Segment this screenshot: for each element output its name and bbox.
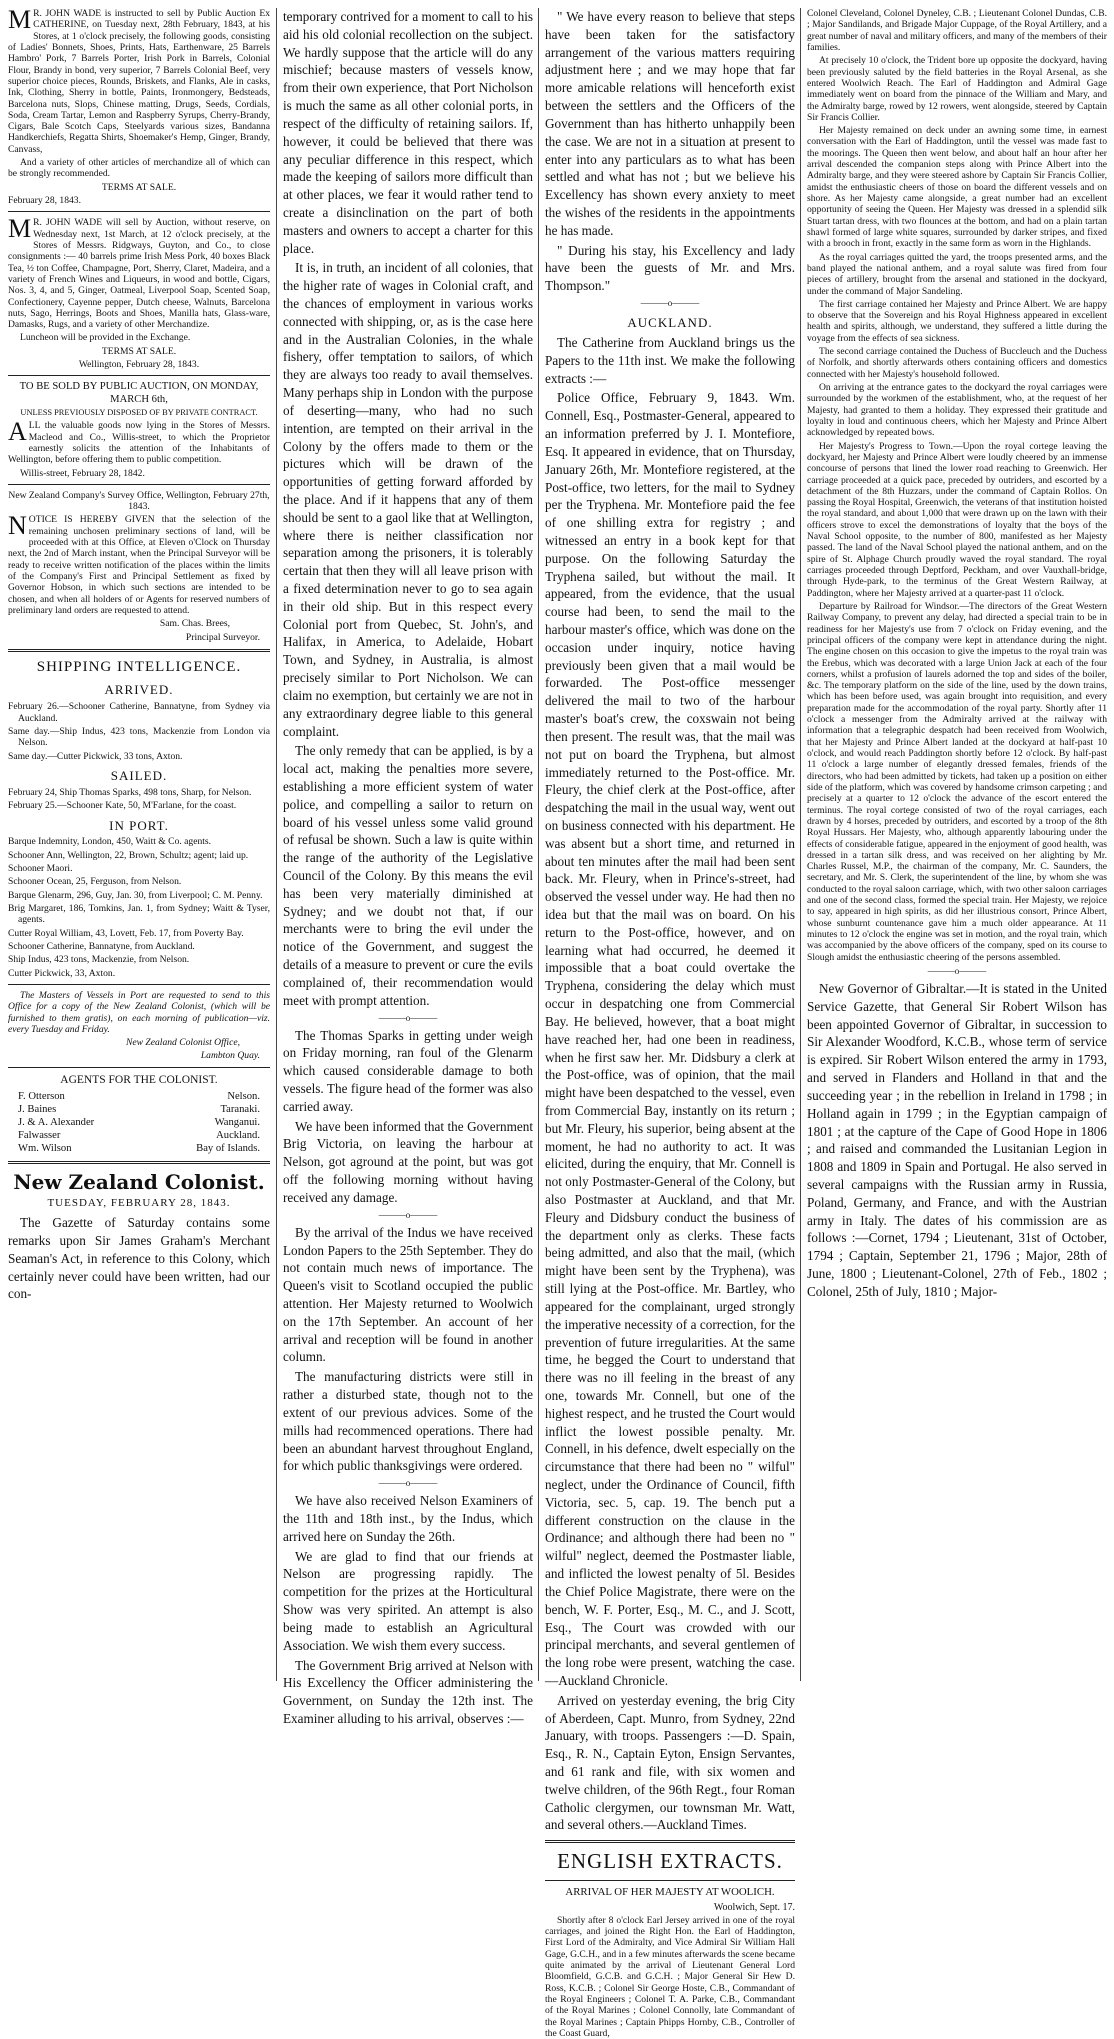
arrived-entry: Same day.—Ship Indus, 423 tons, Mackenzie from London via Nelson.: [8, 725, 270, 749]
masters-notice-sig-1: New Zealand Colonist Office,: [125, 1037, 240, 1049]
in-port-entry: Schooner Ocean, 25, Ferguson, from Nelson.: [8, 876, 182, 888]
in-port-entry: Schooner Maori.: [8, 863, 73, 875]
masters-notice: The Masters of Vessels in Port are requested to send to this Office for a copy of the New Zealand Colonist, (which will be furnished to them gratis), on each morning of publication—viz. every Tuesday and Friday.: [8, 989, 270, 1035]
arrival-continued: Colonel Cleveland, Colonel Dyneley, C.B. ; Lieutenant Colonel Dundas, C.B. ; Major Sandilands, and Brigade Major Cuppage, of the Royal Artillery, and a great number of naval and military officers, and many of the members of their families.: [807, 8, 1107, 53]
surveyor-signature: Sam. Chas. Brees,: [159, 618, 230, 630]
column-3: [538, 8, 801, 2039]
arrival-heading: ARRIVAL OF HER MAJESTY AT WOOLICH.: [565, 1886, 775, 1899]
arrived-entry: Same day.—Cutter Pickwick, 33 tons, Axton.: [8, 750, 183, 762]
sailed-entry: February 24, Ship Thomas Sparks, 498 tons, Sharp, for Nelson.: [8, 786, 252, 798]
sailed-list: [8, 787, 270, 812]
agent-name: F. Otterson: [18, 1090, 65, 1102]
divider: [8, 484, 270, 485]
survey-office-dateline: New Zealand Company's Survey Office, Wellington, February 27th, 1843.: [8, 489, 270, 513]
auction-ad-catherine: MR. JOHN WADE is instructed to sell by Public Auction Ex CATHERINE, on Tuesday next, 28th February, 1843, at his Stores, at 1 o'clock precisely, the following goods, consisting of Ladies' Bonnets, Shoes, Prints, Hats, Earthenware, 25 Barrels Hambro' Pork, 7 Barrels Porter, Irish Pork in Barrels, Colonial Flour, Brandy in bond, very superior, 7 Barrels Colonial Beef, very superior choice pieces, Rounds, Briskets, and Flanks, Ale in casks, Ink, Clothing, Sherry in bottle, Paints, Ironmongery, Bedsteads, Barcelona nuts, Slops, Chinese matting, Drugs, Seeds, Cordials, Soda, Cream Tartar, Lemon and Raspberry Syrups, Cherry-Brandy, Cigars, Bale Scotch Caps, Steelyards various sizes, Bandanna Handkerchiefs, Regatta Shirts, Shoemaker's Hemp, Ginger, Brandy, Canvass,: [8, 5, 270, 155]
auction-date-2: Wellington, February 28, 1843.: [78, 359, 200, 371]
agent-row: [8, 1116, 270, 1129]
separator: ———o———: [378, 1012, 438, 1023]
sailed-entry: February 25.—Schooner Kate, 50, M'Farlane, for the coast.: [8, 800, 237, 812]
auction-date: February 28, 1843.: [8, 195, 82, 206]
masters-notice-sig-2: Lambton Quay.: [200, 1050, 260, 1062]
arrival-text: Shortly after 8 o'clock Earl Jersey arrived in one of the royal carriages, and joined the Right Hon. the Earl of Haddington, First Lord of the Admiralty, and Vice Admiral Sir William Hall Gage, G.C.H., and in a few minutes afterwards the scene became quite animated by the arrival of Lieutenant General Lord Bloomfield, G.C.B. and G.C.H. ; Major General Sir Hew D. Ross, K.C.B. ; Colonel Sir George Hoste, C.B., Commandant of the Royal Engineers ; Colonel T. A. Parke, C.B., Commandant of the Royal Marines ; Colonel Connolly, late Commandant of the Royal Marines ; Captain Phipps Hornby, C.B., Controller of the Coast Guard,: [545, 1914, 795, 2039]
victoria-item: We have been informed that the Government Brig Victoria, on leaving the harbour at Nelson, got aground at the point, but was got off the following morning without having received any damage.: [283, 1118, 533, 1205]
in-port-heading: IN PORT.: [109, 817, 169, 833]
arrived-entry: February 26.—Schooner Catherine, Bannatyne, from Sydney via Auckland.: [8, 701, 270, 724]
issue-dateline: TUESDAY, FEBRUARY 28, 1843.: [47, 1196, 231, 1209]
surveyor-title: Principal Surveyor.: [185, 631, 260, 643]
trident-item: At precisely 10 o'clock, the Trident bore up opposite the dockyard, having been previously saluted by the field batteries in the Royal Arsenal, as she entered Woolwich Reach. The Earl of Haddington and Admiral Gage immediately went on board from the pinnace of the William and Mary, and the Admiralty barge, rowed by 12 rowers, went alongside, steered by Captain Sir Francis Collier.: [807, 55, 1107, 123]
divider-heavy: [8, 1161, 270, 1164]
first-carriage-item: The first carriage contained her Majesty and Prince Albert. We are happy to observe that the Sovereign and his Royal Highness appeared in excellent health and spirits, although, we understand, they suffered a little during the voyage from the effects of sea sickness.: [807, 298, 1107, 344]
auckland-heading: AUCKLAND.: [627, 315, 713, 331]
agent-name: J. Baines: [18, 1103, 57, 1115]
agent-place: Auckland.: [216, 1129, 260, 1141]
separator: ———o———: [640, 298, 700, 308]
gibraltar-governor-item: New Governor of Gibraltar.—It is stated in the United Service Gazette, that General Sir Robert Wilson has been appointed Governor of Gibraltar, in succession to Sir Alexander Woodford, K.C.B., whose term of service is expired. Sir Robert Wilson entered the army in 1793, and served in Flanders and Holland in that and the succeeding year ; in the rebellion in Ireland in 1798 ; in Holland again in 1799 ; in the Egyptian campaign of 1801 ; at the capture of the Cape of Good Hope in 1806 ; and raised and commanded the Lusitanian Legion in 1808 and 1809 in Spain and Portugal. He also served in several campaigns with the Russian army in Russia, Poland, Germany, and France, and with the Austrian army in Italy. The dates of his commission are as follows :—Cornet, 1794 ; Lieutenant, 31st of October, 1794 ; Captain, September 21, 1796 ; Major, 28th of June, 1800 ; Lieutenant-Colonel, 27th of Feb., 1802 ; Colonel, 25th of July, 1810 ; Major-: [807, 981, 1107, 1299]
agent-place: Wanganui.: [214, 1116, 260, 1128]
column-1: [8, 5, 276, 1681]
nelson-examiner-item: We have also received Nelson Examiners of the 11th and 18th inst., by the Indus, which arrived here on Sunday the 26th.: [283, 1493, 533, 1544]
article-paragraph: temporary contrived for a moment to call to his aid his old colonial recollection on the subject. We hardly suppose that the article will do any mischief; because masters of vessels know, from their own experience, that Port Nicholson is much the same as all other colonial ports, in respect of the difficulty of retaining sailors. If, however, it could be believed that there was any peculiar difference in this respect, which made the keeping of sailors more difficult than at other places, we fear it would rather tend to create a disinclination on the part of both masters and owners to accept a charter for this place.: [283, 9, 533, 256]
departure-railroad-item: Departure by Railroad for Windsor.—The directors of the Great Western Railway Company, to prevent any delay, had directed a special train to be in readiness for her Majesty's use from 7 o'clock on Friday evening, and the principal officers of the company were kept in attendance during the night. The engine chosen on this occasion to give the impetus to the royal train was the Erebus, which was decorated with a large Union Jack at each of the four corners, whilst a profusion of laurels adorned the top and sides of the boiler, &c. The temporary platform on the side of the line, used by the down trains, which has been before used, was again brought into requisition, and every preparation made for the accommodation of the royal party. Shortly after 11 o'clock a messenger from the Admiralty arrived at the railway with information that a telegraphic despatch had been received from Woolwich, that her Majesty and Prince Albert landed at the dockyard at half-past 10 o'clock, and would reach Paddington shortly before 12 o'clock. By half-past 11 o'clock a large number of elegantly dressed females, friends of the directors, who had been admitted by tickets, had taken up a position on either side of the platform, which was covered by handsome crimson carpeting ; and precisely at a quarter to 12 o'clock the advance of the escort entered the terminus. The royal cortege consisted of two of the royal carriages, each drawn by 4 horses, preceded by outriders, and escorted by a troop of the 8th Royal Hussars. Her Majesty, who, although apparently labouring under the effects of considerable fatigue, appeared in the enjoyment of good health, was dressed in a tartan silk dress, and was received on her alighting by Mr. Charles Russel, M.P., the chairman of the company, Mr. C. Saunders, the secretary, and Mr. S. Clerk, the superintendent of the line, by whom she was conducted to the royal saloon carriage, which, with two other saloon carriages and one of the second class, formed the special train. Her Majesty, we rejoice to say, appeared in high spirits, as did her illustrious consort, Prince Albert, whose sunburnt countenance gave him a much older appearance. At 11 minutes to 12 o'clock the engine was set in motion, and the royal train, which was accompanied by the above officers of the company, sped on its course to Slough amidst the enthusiastic cheering of the persons assembled.: [807, 600, 1107, 963]
column-4: [800, 8, 1107, 1681]
agent-row: [8, 1103, 270, 1116]
auction-ad-catherine-note: And a variety of other articles of merchandize all of which can be strongly recommended.: [8, 157, 270, 180]
in-port-entry: Cutter Royal William, 43, Lovett, Feb. 17, from Poverty Bay.: [8, 927, 244, 939]
in-port-entry: Schooner Catherine, Bannatyne, from Auckland.: [8, 940, 195, 952]
arrived-list: [8, 701, 270, 762]
progress-to-town-item: Her Majesty's Progress to Town.—Upon the royal cortege leaving the dockyard, her Majesty and Prince Albert were loudly cheered by an immense concourse of persons that lined the lower road reaching to Greenwich. Her carriage proceeded at a quick pace, preceded by outriders, and escorted by a detachment of the 8th Huzzars, under the command of Captain Rollos. On passing the Royal Hospital, Greenwich, the veterans of that institution hoisted the royal standard, and about 1,000 that were drawn up on the lawn with their officers strove to excel the demonstrations of loyalty that the boys of the Naval School opposite, to the number of 800, manifested as her Majesty passed. The land of the Naval School played the national anthem, and on the spire of St. Alphage Church proudly waved the royal standard. The royal carriages proceeded through Deptford, Peckham, and over Vauxhall-bridge, through Hyde-park, to the terminus of the Great Western Railway, at Paddington, where her Majesty arrived at a quarter-past 11 o'clock.: [807, 440, 1107, 599]
divider: [8, 211, 270, 212]
agent-name: Falwasser: [18, 1129, 61, 1141]
agent-row: [8, 1090, 270, 1103]
auction-terms-2: TERMS AT SALE.: [101, 345, 177, 357]
arrived-heading: ARRIVED.: [104, 682, 174, 698]
examiner-quote-2: " During his stay, his Excellency and lady have been the guests of Mr. and Mrs. Thompson.": [545, 242, 795, 294]
in-port-entry: Barque Glenarm, 296, Guy, Jan. 30, from Liverpool; C. M. Penny.: [8, 889, 263, 901]
city-of-aberdeen-item: Arrived on yesterday evening, the brig City of Aberdeen, Capt. Munro, from Sydney, 22nd January, with troops. Passengers :—D. Spain, Esq., R. N., Captain Eyton, Ensign Servantes, and 61 rank and file, with six women and twelve children, of the 96th Regt., four Roman Catholic clergymen, our townsman Mr. Watt, and several others.—Auckland Times.: [545, 1692, 795, 1833]
indus-news-item: By the arrival of the Indus we have received London Papers to the 25th September. They do not contain much news of importance. The Queen's visit to Scotland occupied the public attention. Her Majesty returned to Woolwich on the 17th September. An account of her arrival and reception will be found in another column.: [283, 1224, 533, 1365]
in-port-entry: Ship Indus, 423 tons, Mackenzie, from Nelson.: [8, 954, 190, 966]
agents-heading: AGENTS FOR THE COLONIST.: [60, 1073, 218, 1086]
public-auction-date: Willis-street, February 28, 1842.: [20, 467, 145, 479]
column-2: [276, 8, 539, 1726]
public-auction-heading: TO BE SOLD BY PUBLIC AUCTION, ON MONDAY, MARCH 6th,: [19, 381, 259, 405]
in-port-list: [8, 836, 270, 978]
survey-notice-text: NOTICE IS HEREBY GIVEN that the selection of the remaining unchosen preliminary sections of land, will be proceeded with at this Office, at Eleven o'Clock on Thursday next, the 2nd of March instant, when the Principal Surveyor will be ready to receive written notification of the places within the limits of the Company's First and Principal Settlement as fixed by Governor Hobson, in which such sections are intended to be chosen, and when all holders of or Agents for reserved numbers of preliminary land orders are requested to attend.: [8, 511, 270, 616]
public-auction-subheading: UNLESS PREVIOUSLY DISPOSED OF BY PRIVATE CONTRACT.: [20, 408, 258, 418]
manufacturing-item: The manufacturing districts were still in rather a disturbed state, though not to the extent of our previous advices. Some of the mills had recommenced operations. There had been an abundant harvest throughout England, for which public thanksgivings were ordered.: [283, 1369, 533, 1474]
agent-row: [8, 1142, 270, 1155]
divider-heavy: [545, 1840, 795, 1843]
english-extracts-heading: ENGLISH EXTRACTS.: [557, 1849, 783, 1874]
police-office-report: Police Office, February 9, 1843. Wm. Connell, Esq., Postmaster-General, appeared to an information preferred by J. I. Montefiore, Esq. It appeared in evidence, that on Thursday, January 26th, Mr. Montefiore registered, at the Post-office, two letters, for the mail to Sydney per the Tryphena. Mr. Montefiore paid the fee of one shilling extra for registry ; and witnessed an entry in a book kept for that purpose. On the following Saturday the Tryphena sailed, but without the mail. It appeared, from the evidence, that the usual course had been, to send the mail to the harbour master's office, which was done on the occasion under inquiry, notice having previously been given that a mail would be forwarded. The Post-office messenger delivered the mail to two of the harbour master's boat's crew, the coxswain not being then present. The result was, that the mail was not put on board the Tryphena, but almost immediately returned to the Post-office. Mr. Fleury, the chief clerk at the Post-office, after despatching the mail in the usual way, went out on business connected with his department. He was absent but a short time, and returned in about ten minutes after the mail had been sent back. Mr. Fleury, when in Prince's-street, had observed the vessel under way. He had then no idea but that the mail was on board. On his return to the Post-office, however, and on learning what had occurred, he deemed it impossible that a boat could overtake the Tryphena, considering the delay which must occur in despatching one from Commercial Bay. He believed, however, that a boat might have reached her, had one been in readiness, when he first saw her. Mr. Didsbury a clerk at the Post-office, was of opinion, that the mail might have been despatched to the vessel, even from Commercial Bay, instantly on its return ; but Mr. Fleury, his superior, being absent at the moment, he had no authority to act. It was elicited, during the enquiry, that Mr. Connell is not only Postmaster-General of the Colony, but also Postmaster at Auckland, and that Mr. Fleury and Didsbury conduct the business of the department only as clerks. These facts being admitted, and also that the mail, (which might have been sent by the Tryphena), was still lying at the Post-office. Mr. Bartley, who appeared for the complainant, urged strongly the imperative necessity of a correction, for the prevention of future irregularities. At the same time, he begged the Court to understand that there was no ill feeling in the breast of any one, towards Mr. Connell, but one of the highest respect, and he trusted the Court would inflict the lowest possible penalty. Mr. Connell, in his defence, dwelt especially on the circumstance that there had been no " wilful" neglect, under the Ordinance of Council, fifth Victoria, sec. 5, cap. 19. The bench put a different construction on the clause in the Ordinance; and although there had been no " wilful" neglect, deemed the Postmaster liable, and inflicted the lowest penalty of 5l. Besides the Chief Police Magistrate, there were on the bench, W. F. Porter, Esq., M. C., and J. Scott, Esq., The Court was crowded with our principal merchants, and several gentlemen of the long robe were present, watching the case.—Auckland Chronicle.: [545, 390, 796, 1688]
divider: [545, 1880, 795, 1881]
separator: ———o———: [378, 1209, 438, 1220]
public-auction-text: ALL the valuable goods now lying in the Stores of Messrs. Macleod and Co., Willis-street, to which the Proprietor earnestly solicits the attention of the Inhabitants of Wellington, before offering them to public competition.: [8, 417, 270, 466]
second-carriage-item: The second carriage contained the Duchess of Buccleuch and the Duchess of Norfolk, and shortly afterwards others containing officers and domestics connected with her Majesty's household followed.: [807, 346, 1107, 380]
divider: [8, 984, 270, 985]
shipping-intelligence-heading: SHIPPING INTELLIGENCE.: [36, 658, 242, 675]
agent-place: Nelson.: [227, 1090, 260, 1102]
divider: [8, 1067, 270, 1068]
article-paragraph: The only remedy that can be applied, is by a local act, making the penalties more severe, establishing a more efficient system of water police, and compelling a sailor to return on board of his vessel unless some valid ground of refusal be shown. Such a law is quite within the range of the authority of the Legislative Council of the Colony. By this means the evil has been very materially diminished at Sydney; and we doubt not that, if our merchants were to bring the evil under the notice of the Government, and suggest the details of a measure to prevent or cure the evils complained of, their recommendation would meet with prompt attention.: [283, 743, 533, 1008]
divider-heavy: [8, 649, 270, 652]
auckland-intro: The Catherine from Auckland brings us the Papers to the 11th inst. We make the following extracts :—: [545, 335, 795, 386]
divider: [8, 375, 270, 376]
agent-name: J. & A. Alexander: [18, 1116, 95, 1128]
auction-terms: TERMS AT SALE.: [101, 181, 177, 193]
in-port-entry: Schooner Ann, Wellington, 22, Brown, Schultz; agent; laid up.: [8, 849, 249, 861]
lead-article-start: The Gazette of Saturday contains some remarks upon Sir James Graham's Merchant Seaman's Act, in reference to this Colony, which certainly never could have been written, had our con-: [8, 1215, 270, 1302]
agent-name: Wm. Wilson: [18, 1143, 72, 1154]
arrival-dateline: Woolwich, Sept. 17.: [713, 1902, 795, 1914]
examiner-quote: " We have every reason to believe that steps have been taken for the satisfactory arrangement of the various matters requiring adjustment here ; and we may hope that far more amicable relations will henceforth exist between the settlers and the Officers of the Government than has hitherto unhappily been the case. We are not in a situation at present to enter into any particulars as to what has been settled and what has not ; but we believe his Excellency has shown every anxiety to meet the wishes of the residents in the appointments he has made.: [545, 9, 795, 238]
separator: ———o———: [927, 965, 987, 976]
auction-luncheon-note: Luncheon will be provided in the Exchange.: [20, 332, 191, 344]
nelson-progress-item: We are glad to find that our friends at Nelson are progressing rapidly. The competition for the prizes at the Horticultural Show was very spirited. An attempt is also being made to establish an Agricultural Association. We wish them every success.: [283, 1548, 533, 1653]
dockyard-gates-item: On arriving at the entrance gates to the dockyard the royal carriages were surrounded by the workmen of the establishment, who, at the request of her Majesty, had granted to them a holiday. They expressed their gratitude and loyalty in loud and continuous cheers, which her Majesty and Prince Albert acknowledged by repeated bows.: [807, 382, 1107, 439]
sailed-heading: SAILED.: [110, 767, 168, 783]
government-brig-item: The Government Brig arrived at Nelson with His Excellency the Officer administering the Government, on Sunday the 12th inst. The Examiner alluding to his arrival, observes :—: [283, 1657, 533, 1726]
article-paragraph: It is, in truth, an incident of all colonies, that the higher rate of wages in Colonial craft, and the chances of employment in various works connected with shipping, or, as is the case here and in the Australian Colonies, in the whale fishery, offer temptation to sailors, of which they are always too ready to avail themselves. Many perhaps ship in London with the purpose of deserting—many, who had no such intention, are tempted on their arrival in the Colony by the offers made to them or the pictures which will be drawn of the opportunities of getting forward afforded by the place. And if it happens that any of them should be sent to a gaol like that at Wellington, where there is neither classification nor separation among the prisoners, it is tolerably certain that then they will all leave prison with a fixed determination never to go to sea again in their old ship. But in this respect every Colonial port from Quebec, St. John's, and Halifax, in America, to Adelaide, Hobart Town, and Sydney, in Australia, is almost precisely similar to Port Nicholson. We can claim no exemption, but certainly we are not in any extraordinary degree liable to this general complaint.: [283, 260, 533, 739]
auction-ad-wednesday: MR. JOHN WADE will sell by Auction, without reserve, on Wednesday next, 1st March, at 12 o'clock precisely, at the Stores of Messrs. Ridgways, Guyton, and Co., to close consignments :— 40 barrels prime Irish Mess Pork, 40 boxes Black Tea, ½ ton Coffee, Champagne, Port, Sherry, Claret, Madeira, and a variety of French Wines and Liqueurs, in wood and bottle, Cigars, Nos. 3, 4, and 5, Ginger, Oatmeal, Liverpool Soap, Scented Soap, Confectionery, Cayenne pepper, Dutch cheese, Walnuts, Barcelona nuts, Sago, Herrings, Boots and Shoes, Manilla hats, Glass-ware, Damasks, Rugs, and a variety of other Merchandize.: [8, 214, 270, 331]
majesty-deck-item: Her Majesty remained on deck under an awning some time, in earnest conversation with the Earl of Haddington, until the vessel was made fast to the moorings. The Queen then went below, and about half an hour after her arrival descended the companion steps along with Prince Albert into the Admiralty barge, and they were steered ashore by Captain Sir Francis Collier, amidst the enthusiastic cheers of those on board the different vessels and on shore. As her Majesty came alongside, a great number had an excellent opportunity of seeing the Queen. Her Majesty was dressed in a splendid silk Stuart tartan dress, with two flounces at the bottom, and had on a plain tartan shawl formed of large white squares, surrounded by darker stripes, and fixed with a brooch in front, exactly in the same form as worn in the Highlands.: [807, 125, 1107, 250]
thomas-sparks-item: The Thomas Sparks in getting under weigh on Friday morning, ran foul of the Glenarm which caused considerable damage to both vessels. The figure head of the former was also carried away.: [283, 1027, 533, 1114]
agent-place: Taranaki.: [220, 1103, 260, 1115]
in-port-entry: Cutter Pickwick, 33, Axton.: [8, 967, 116, 979]
agents-list: [8, 1090, 270, 1155]
agent-place: Bay of Islands.: [196, 1143, 260, 1154]
separator: ———o———: [378, 1478, 438, 1489]
in-port-entry: Brig Margaret, 186, Tomkins, Jan. 1, from Sydney; Waitt & Tyser, agents.: [8, 903, 270, 926]
agent-row: [8, 1129, 270, 1142]
in-port-entry: Barque Indemnity, London, 450, Waitt & Co. agents.: [8, 836, 212, 848]
royal-carriages-item: As the royal carriages quitted the yard, the troops presented arms, and the band played the national anthem, and a royal salute was fired from four pieces of artillery, brought from the arsenal and stationed in the dockyard, under the command of Major Sandeling.: [807, 251, 1107, 297]
masthead: New Zealand Colonist.: [13, 1170, 265, 1195]
